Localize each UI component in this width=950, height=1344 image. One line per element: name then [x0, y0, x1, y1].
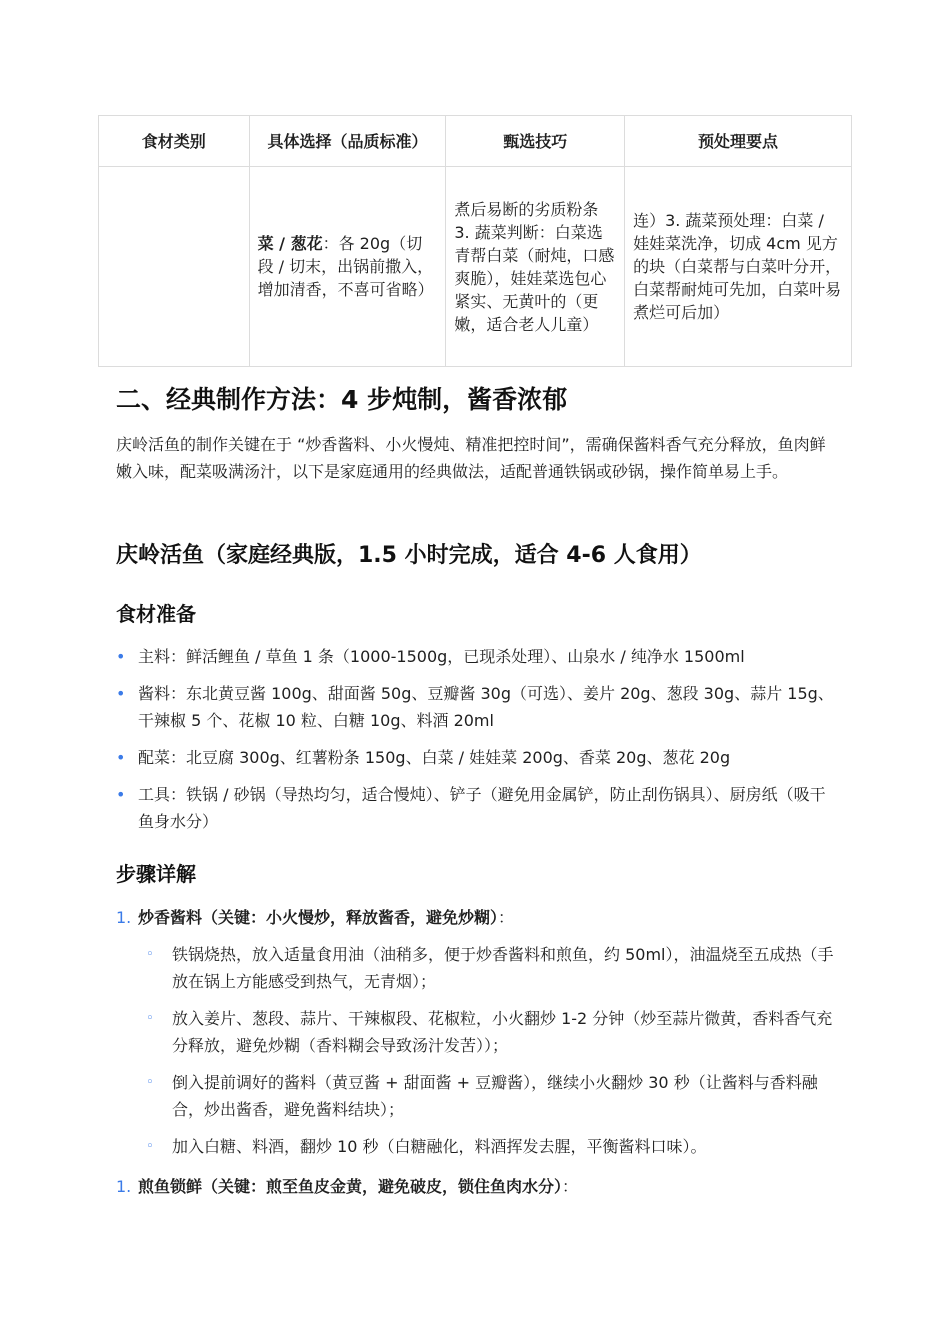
bullet-icon: •: [116, 748, 126, 767]
table-cell-category: [99, 167, 250, 367]
list-item-text: 铁锅烧热，放入适量食用油（油稍多，便于炒香酱料和煎鱼，约 50ml），油温烧至五成热（手放在锅上方能感受到热气，无青烟）；: [172, 945, 834, 991]
bullet-icon: •: [116, 647, 126, 666]
list-item-text: 配菜：北豆腐 300g、红薯粉条 150g、白菜 / 娃娃菜 200g、香菜 20g、葱花 20g: [138, 748, 731, 767]
list-item: [146, 1005, 838, 1059]
list-item: [146, 1133, 838, 1160]
step-number: 1.: [116, 908, 132, 927]
circle-bullet-icon: ◦: [146, 1011, 154, 1026]
step-detail-list: [146, 941, 838, 1170]
step-suffix: ：: [498, 908, 515, 927]
list-item: [116, 781, 838, 835]
bullet-icon: •: [116, 684, 126, 703]
table-cell-tips: 煮后易断的劣质粉条 3. 蔬菜判断：白菜选青帮白菜（耐炖，口感爽脆），娃娃菜选包心紧实、无黄叶的（更嫩，适合老人儿童）: [446, 167, 625, 367]
list-item: [116, 680, 838, 734]
step-number: 1.: [116, 1177, 132, 1196]
step-suffix: ：: [562, 1177, 579, 1196]
list-item-text: 放入姜片、葱段、蒜片、干辣椒段、花椒粒，小火翻炒 1-2 分钟（炒至蒜片微黄，香料香气充分释放，避免炒糊（香料糊会导致汤汁发苦））；: [172, 1009, 833, 1055]
ingredients-heading: 食材准备: [116, 602, 196, 626]
list-item: [116, 643, 838, 670]
list-item: [146, 1069, 838, 1123]
list-item-text: 倒入提前调好的酱料（黄豆酱 + 甜面酱 + 豆瓣酱），继续小火翻炒 30 秒（让酱料与香料融合，炒出酱香，避免酱料结块）；: [172, 1073, 818, 1119]
table-header-cell: 预处理要点: [625, 116, 852, 167]
table-row: [99, 167, 852, 367]
circle-bullet-icon: ◦: [146, 1139, 154, 1154]
table-cell-prep: 连）3. 蔬菜预处理：白菜 / 娃娃菜洗净，切成 4cm 见方的块（白菜帮与白菜叶分开，白菜帮耐炖可先加，白菜叶易煮烂可后加）: [625, 167, 852, 367]
circle-bullet-icon: ◦: [146, 1075, 154, 1090]
list-item-text: 工具：铁锅 / 砂锅（导热均匀，适合慢炖）、铲子（避免用金属铲，防止刮伤锅具）、厨房纸（吸干鱼身水分）: [138, 785, 826, 831]
table-header-cell: 甄选技巧: [446, 116, 625, 167]
steps-heading: 步骤详解: [116, 862, 196, 886]
choice-text: ：各 20g（切段 / 切末，出锅前撒入，增加清香，不喜可省略）: [257, 234, 434, 299]
step-title: 煎鱼锁鲜（关键：煎至鱼皮金黄，避免破皮，锁住鱼肉水分）: [138, 1177, 563, 1196]
table-header-cell: 食材类别: [99, 116, 250, 167]
list-item-text: 主料：鲜活鲤鱼 / 草鱼 1 条（1000-1500g，已现杀处理）、山泉水 / 纯净水 1500ml: [138, 647, 745, 666]
step-item: [116, 1173, 838, 1200]
ingredient-table: [98, 115, 852, 367]
intro-paragraph: 庆岭活鱼的制作关键在于 “炒香酱料、小火慢炖、精准把控时间”，需确保酱料香气充分释放，鱼肉鲜嫩入味，配菜吸满汤汁，以下是家庭通用的经典做法，适配普通铁锅或砂锅，操作简单易上手。: [116, 435, 826, 481]
circle-bullet-icon: ◦: [146, 947, 154, 962]
section-heading: 二、经典制作方法：4 步炖制，酱香浓郁: [116, 385, 568, 414]
choice-bold-text: 菜 / 葱花: [257, 234, 323, 253]
table-cell-choice: [249, 167, 446, 367]
table-header-cell: 具体选择（品质标准）: [249, 116, 446, 167]
step-title: 炒香酱料（关键：小火慢炒，释放酱香，避免炒糊）: [138, 908, 499, 927]
table-header-row: [99, 116, 852, 167]
step-item: [116, 904, 838, 931]
ingredient-list: [116, 643, 838, 845]
list-item: [146, 941, 838, 995]
bullet-icon: •: [116, 785, 126, 804]
list-item: [116, 744, 838, 771]
list-item-text: 酱料：东北黄豆酱 100g、甜面酱 50g、豆瓣酱 30g（可选）、姜片 20g、葱段 30g、蒜片 15g、干辣椒 5 个、花椒 10 粒、白糖 10g、料酒 20ml: [138, 684, 834, 730]
list-item-text: 加入白糖、料酒，翻炒 10 秒（白糖融化，料酒挥发去腥，平衡酱料口味）。: [172, 1137, 707, 1156]
recipe-heading: 庆岭活鱼（家庭经典版，1.5 小时完成，适合 4-6 人食用）: [116, 543, 702, 568]
